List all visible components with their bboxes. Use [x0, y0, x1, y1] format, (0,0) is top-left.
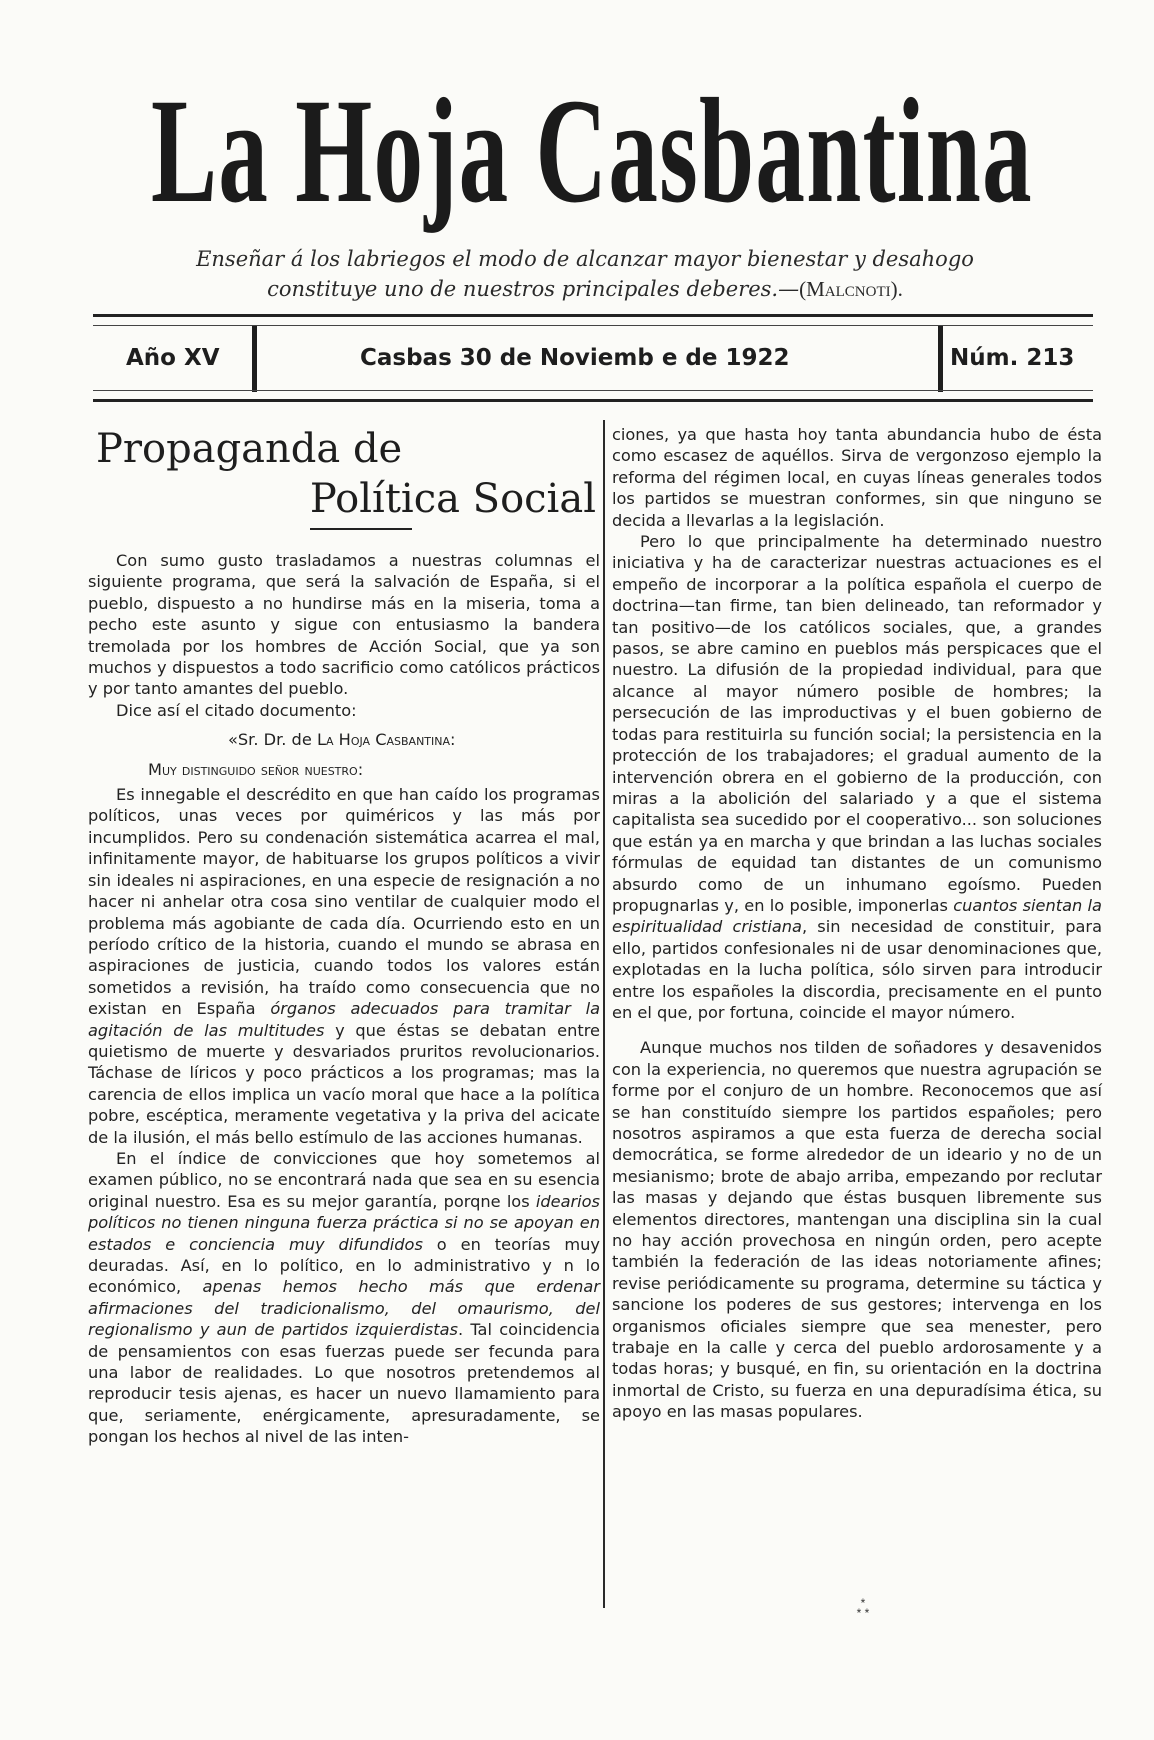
article-column-right — [612, 424, 1102, 1423]
asterism-ornament — [848, 1598, 878, 1618]
motto-line-1: Enseñar á los labriegos el modo de alcanzar mayor bienestar y desahogo — [196, 247, 974, 271]
header-divider-right — [938, 326, 943, 392]
motto-attribution: (Malcnoti). — [799, 277, 903, 301]
article-title-line-1: Propaganda de — [96, 426, 403, 472]
issue-number: Núm. 213 — [950, 345, 1075, 371]
salutation-greeting: Muy distinguido señor nuestro: — [148, 759, 364, 779]
header-divider-left — [252, 326, 257, 392]
newspaper-masthead: La Hoja Casbantina — [150, 68, 1033, 234]
salutation-address — [228, 729, 600, 750]
salutation-newspaper-name: La Hoja Casbantina: — [316, 730, 456, 750]
asterism-top: * — [860, 1596, 866, 1610]
emphasis-run: apenas hemos hecho más que erdenar afirmaciones del tradicionalismo, del omaurismo, del regionalismo y aun de partidos izquierdistas — [88, 1277, 600, 1340]
text-run: Es innegable el descrédito en que han caído los programas políticos, unas veces por quiméricos y las más por incumplidos. Pero su condenación sistemática acarrea el mal, infinitamente mayor, de habituarse los grupos políticos a vivir sin ideales ni aspiraciones, en una especie de resignación a no hacer ni anhelar otra cosa sino ventilar de cualquier modo el problema más agobiante de cada día. Ocurriendo esto en un período crítico de la historia, cuando el mundo se abrasa en aspiraciones de justicia, cuando todos los valores están sometidos a revisión, ha traído como consecuencia que no existan en España — [88, 785, 600, 1019]
lead-in-paragraph: Dice así el citado documento: — [116, 700, 357, 720]
text-run: En el índice de convicciones que hoy sometemos al examen público, no se encontrará nada que sea en su esencia original nuestro. Esa es su mejor garantía, porqne los — [88, 1148, 600, 1211]
body-paragraph-1 — [88, 784, 600, 1148]
emphasis-run: órganos adecuados para tramitar la agitación de las multitudes — [88, 999, 600, 1040]
text-run: . Tal coincidencia de pensamientos con esas fuerzas puede ser fecunda para una labor de realidades. Lo que nosotros pretendemos al reproducir tesis ajenas, es hacer un nuevo llamamiento para que, seriamente, enérgicamente, apresuradamente, se pongan los hechos al nivel de las inten- — [88, 1320, 600, 1447]
body-paragraph-5: Aunque muchos nos tilden de soñadores y desavenidos con la experiencia, no queremos que nuestra agrupación se forme por el conjuro de un hombre. Reconocemos que así se han constituído siempre los partidos españoles; pero nosotros aspiramos a que esta fuerza de derecha social democrática, se forme alrededor de un ideario y no de un mesianismo; brote de abajo arriba, empezando por reclutar las masas y dejando que éstas busquen libremente sus elementos directores, mantengan una disciplina sin la cual no hay acción provechosa en ningún orden, pero acepte también la federación de las ideas notoriamente afines; revise periódicamente su programa, determine su táctica y sancione los poderes de sus gestores; intervenga en los organismos oficiales siempre que sea menester, pero trabaje en la calle y cerca del pueblo ardorosamente y a todas horas; y busqué, en fin, su orientación en la doctrina inmortal de Cristo, su fuerza en una depuradísima ética, su apoyo en las masas populares. — [612, 1038, 1102, 1422]
emphasis-run: idearios políticos no tienen ninguna fuerza práctica si no se apoyan en estados e conciencia muy difundidos — [88, 1191, 600, 1254]
masthead-motto — [80, 244, 1090, 304]
body-paragraph-4 — [612, 531, 1102, 1023]
motto-line-2-text: constituye uno de nuestros principales deberes.— — [267, 277, 800, 301]
salutation-prefix: «Sr. Dr. de — [228, 730, 317, 750]
text-run: y que éstas se debatan entre quietismo de muerte y desvariados pruritos revolucionarios. Táchase de líricos y poco prácticos a los programas; mas la carencia de ellos implica un vacío moral que hace a la política pobre, escéptica, meramente vegetativa y la priva del acicate de la ilusión, el más bello estímulo de las acciones humanas. — [88, 1020, 600, 1147]
asterism-bottom: * * — [856, 1606, 870, 1620]
header-rule-top — [93, 314, 1093, 326]
text-run: , sin necesidad de constituir, para ello, partidos confesionales ni de usar denominaciones que, explotadas en la lucha política, sólo sirven para introducir entre los españoles la discordia, precisamente en el punto en el que, por fortuna, coincide el mayor número. — [612, 917, 1102, 1022]
body-paragraph-3: ciones, ya que hasta hoy tanta abundancia hubo de ésta como escasez de aquéllos. Sirva de vergonzoso ejemplo la reforma del régimen local, en cuyas líneas generales todos los partidos se muestran conformes, sin que ninguno se decida a llevarlas a la legislación. — [612, 425, 1102, 530]
header-rule-bottom — [93, 390, 1093, 402]
issue-place-date: Casbas 30 de Noviemb e de 1922 — [360, 345, 790, 371]
column-divider — [603, 420, 605, 1608]
issue-year: Año XV — [126, 345, 220, 371]
text-run: Pero lo que principalmente ha determinado nuestro iniciativa y ha de caracterizar nuestras actuaciones es el empeño de incorporar a la política española el cuerpo de doctrina—tan firme, tan bien delineado, tan reformador y tan positivo—de los católicos sociales, que, a grandes pasos, se abre camino en pueblos más perspicaces que el nuestro. La difusión de la propiedad individual, para que alcance al mayor número posible de hombres; la persecución de las improductivas y el buen gobierno de todas para restituirla su función social; la persistencia en la protección de los trabajadores; el gradual aumento de la intervención obrera en el gobierno de la producción, con miras a la abolición del salariado y a que el sistema capitalista sea sucedido por el cooperativo... son soluciones que están ya en marcha y que brindan a las luchas sociales fórmulas de equidad tan distantes de un comunismo absurdo como de un inhumano egoísmo. Pueden propugnarlas y, en lo posible, imponerlas — [612, 532, 1102, 915]
body-paragraph-2 — [88, 1148, 600, 1448]
emphasis-run: cuantos sientan la espiritualidad cristiana — [612, 895, 1102, 937]
text-run: o en teorías muy deuradas. Así, en lo político, en lo administrativo y n lo económico, — [88, 1234, 601, 1297]
article-column-left — [88, 424, 600, 1448]
title-underline — [310, 528, 412, 530]
intro-paragraph: Con sumo gusto trasladamos a nuestras columnas el siguiente programa, que será la salvación de España, si el pueblo, dispuesto a no hundirse más en la miseria, toma a pecho este asunto y sigue con entusiasmo la bandera tremolada por los hombres de Acción Social, que ya son muchos y dispuestos a todo sacrificio como católicos prácticos y por tanto amantes del pueblo. — [88, 551, 600, 699]
paragraph-gap — [612, 1023, 1102, 1037]
article-title-line-2: Política Social — [309, 476, 596, 522]
motto-line-2 — [80, 274, 1090, 304]
